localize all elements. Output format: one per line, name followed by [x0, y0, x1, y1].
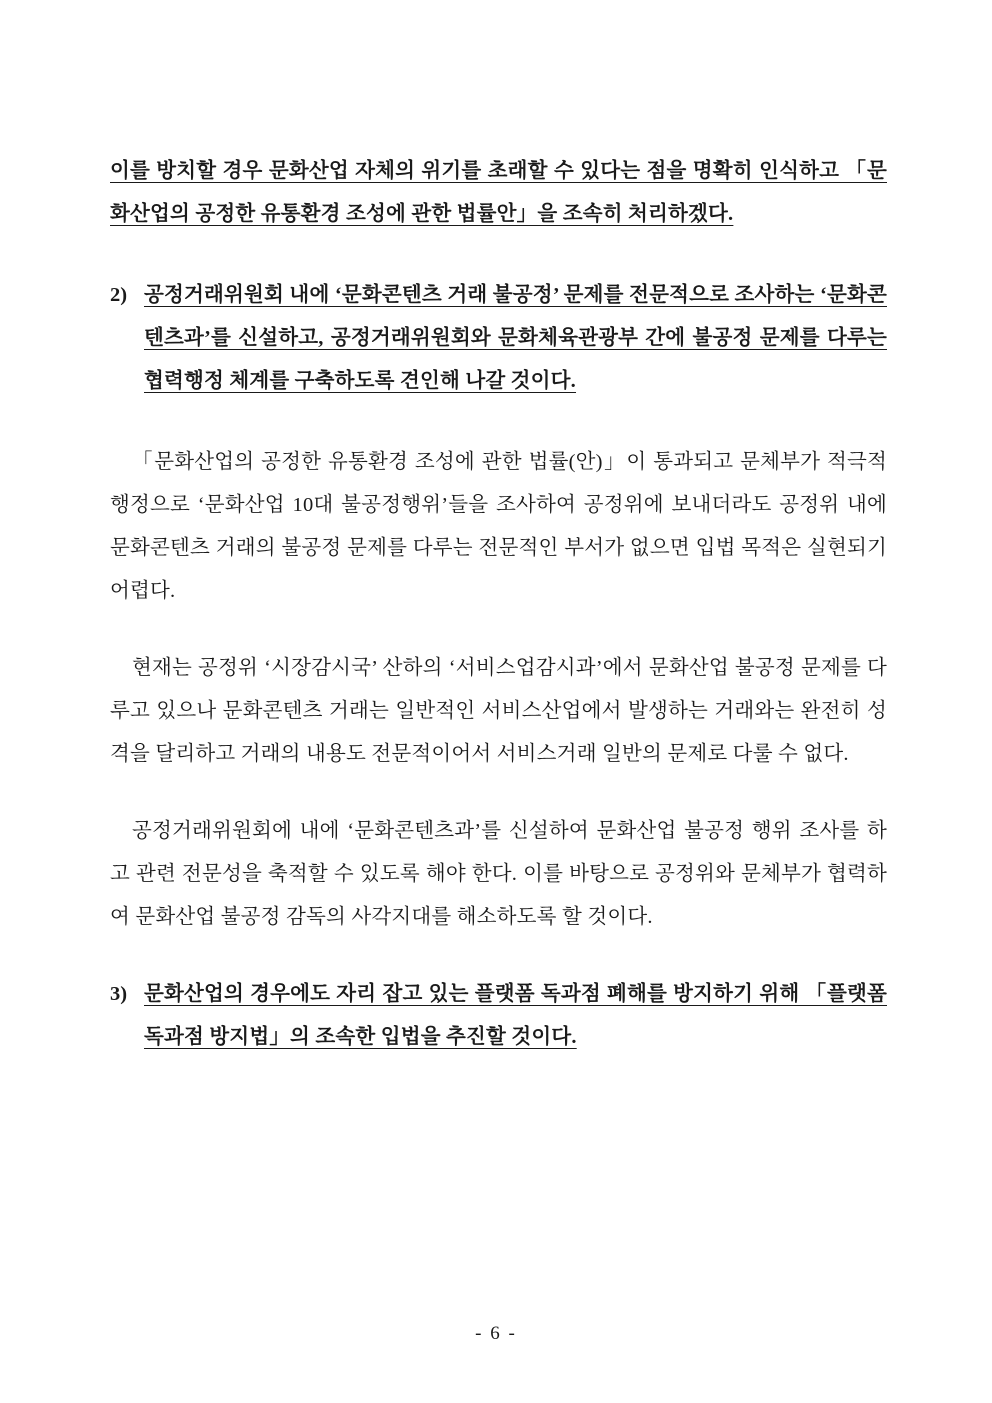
spacer	[110, 776, 887, 810]
paragraph-body-3: 공정거래위원회에 내에 ‘문화콘텐츠과’를 신설하여 문화산업 불공정 행위 조사를 하고 관련 전문성을 축적할 수 있도록 해야 한다. 이를 바탕으로 공정위와 문체부가 협력하여 문화산업 불공정 감독의 사각지대를 해소하도록 할 것이다.	[110, 820, 887, 928]
paragraph-lead: 이를 방치할 경우 문화산업 자체의 위기를 초래할 수 있다는 점을 명확히 인식하고 「문화산업의 공정한 유통환경 조성에 관한 법률안」을 조속히 처리하겠다.	[110, 160, 887, 225]
paragraph-body-2: 현재는 공정위 ‘시장감시국’ 산하의 ‘서비스업감시과’에서 문화산업 불공정 문제를 다루고 있으나 문화콘텐츠 거래는 일반적인 서비스산업에서 발생하는 거래와는 완전히 성격을 달리하고 거래의 내용도 전문적이어서 서비스거래 일반의 문제로 다룰 수 없다.	[110, 657, 887, 765]
paragraph-body-1: 「문화산업의 공정한 유통환경 조성에 관한 법률(안)」이 통과되고 문체부가 적극적 행정으로 ‘문화산업 10대 불공정행위’들을 조사하여 공정위에 보내더라도 공정위 내에 문화콘텐츠 거래의 불공정 문제를 다루는 전문적인 부서가 없으면 입법 목적은 실현되기 어렵다.	[110, 451, 887, 602]
list-marker-2: 2)	[110, 284, 128, 306]
spacer	[110, 939, 887, 973]
list-marker-3: 3)	[110, 983, 128, 1005]
list-item-2	[110, 274, 887, 403]
list-item-3-text: 문화산업의 경우에도 자리 잡고 있는 플랫폼 독과점 폐해를 방지하기 위해 「플랫폼 독과점 방지법」의 조속한 입법을 추진할 것이다.	[144, 983, 887, 1048]
spacer	[110, 403, 887, 441]
document-body	[110, 150, 887, 1059]
spacer	[110, 236, 887, 274]
page-number: - 6 -	[475, 1323, 517, 1344]
list-item-2-text: 공정거래위원회 내에 ‘문화콘텐츠 거래 불공정’ 문제를 전문적으로 조사하는 ‘문화콘텐츠과’를 신설하고, 공정거래위원회와 문화체육관광부 간에 불공정 문제를 다루는 협력행정 체계를 구축하도록 견인해 나갈 것이다.	[144, 284, 887, 392]
list-item-3	[110, 973, 887, 1059]
spacer	[110, 613, 887, 647]
